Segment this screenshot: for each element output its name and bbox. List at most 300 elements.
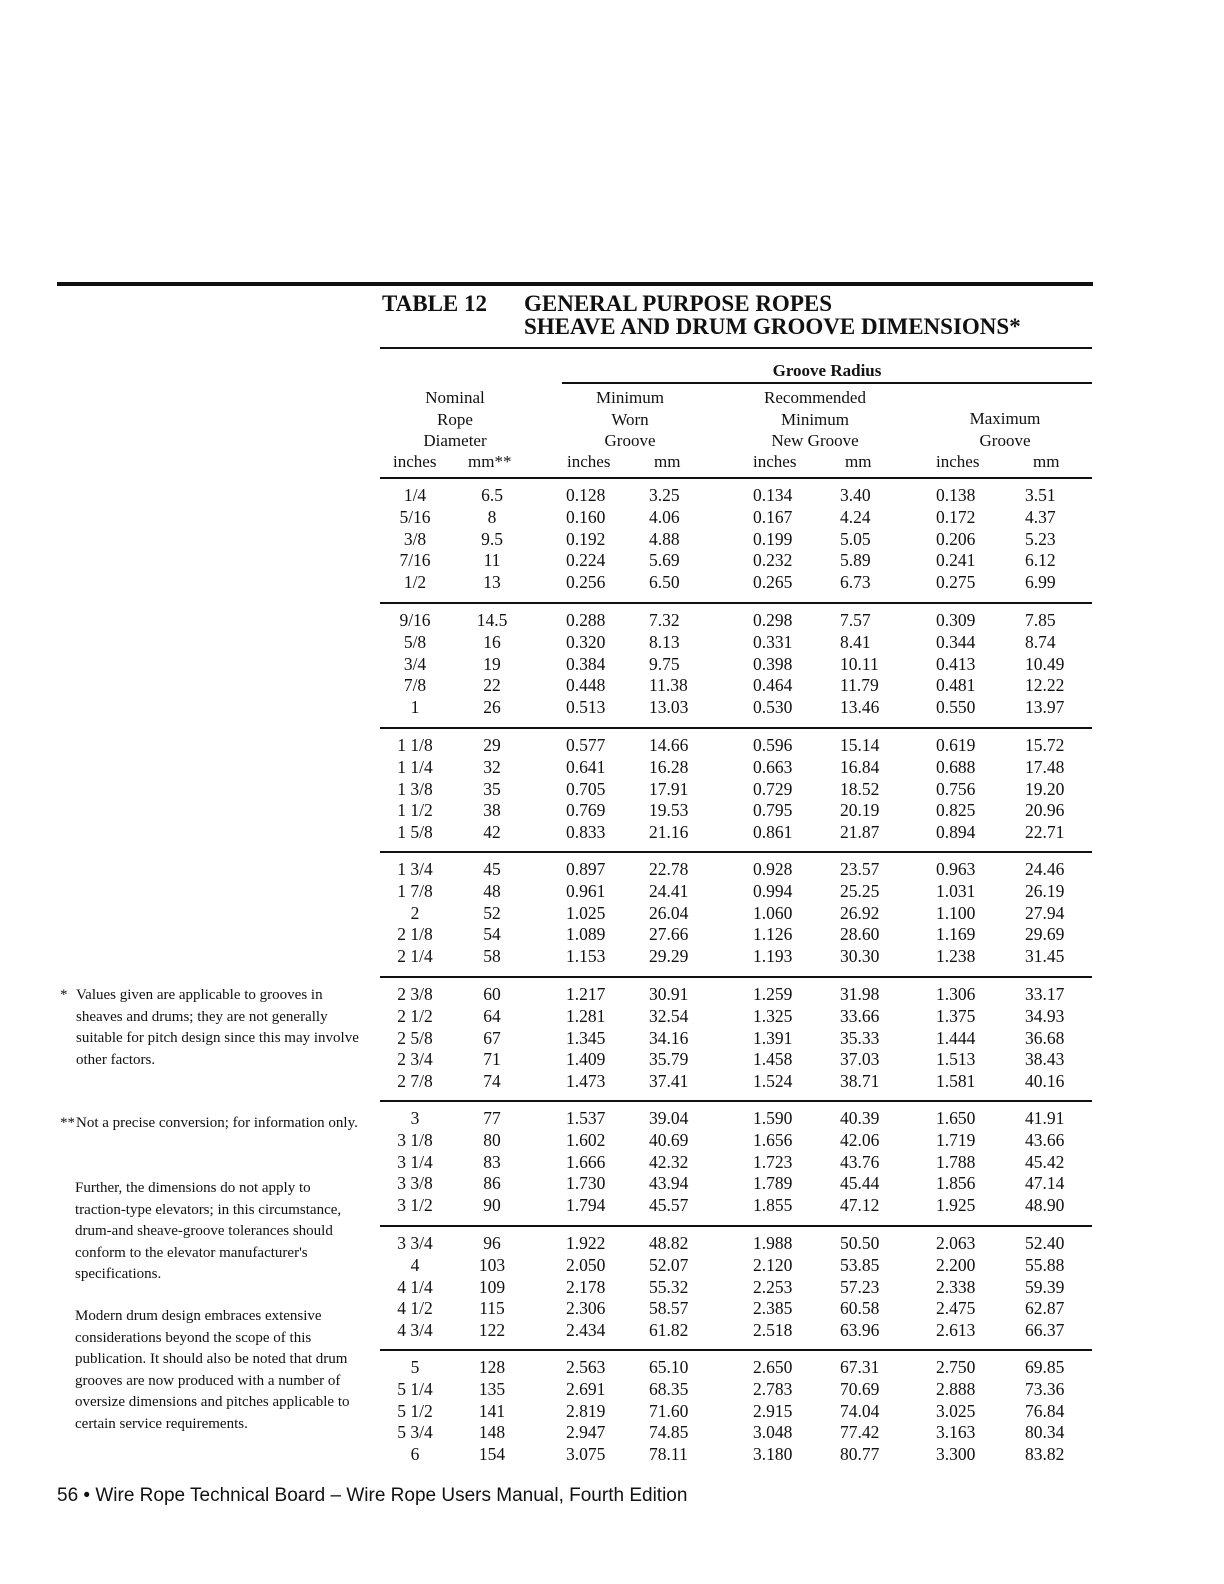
- unit-label: inches: [567, 452, 611, 471]
- table-cell: 45.42: [1025, 1151, 1065, 1172]
- table-row: [380, 1028, 1092, 1050]
- table-cell: 64: [483, 1005, 501, 1026]
- table-cell: 8.41: [840, 631, 871, 652]
- table-cell: 11.38: [649, 675, 688, 696]
- table-cell: 1.788: [936, 1151, 976, 1172]
- table-cell: 1.217: [566, 984, 606, 1004]
- table-cell: 1.193: [753, 946, 793, 967]
- table-cell: 52.07: [649, 1254, 689, 1275]
- unit-label: inches: [936, 452, 980, 471]
- table-cell: 42.32: [649, 1151, 689, 1172]
- table-row: [380, 572, 1092, 594]
- table-cell: 1.602: [566, 1129, 606, 1150]
- table-cell: 0.275: [936, 572, 976, 593]
- table-cell: 1.409: [566, 1049, 606, 1070]
- table-cell: 1.325: [753, 1005, 793, 1026]
- table-cell: 1.855: [753, 1195, 793, 1216]
- table-cell: 2 1/4: [397, 946, 433, 967]
- table-cell: 0.448: [566, 675, 606, 696]
- table-cell: 0.663: [753, 756, 793, 777]
- table-row: [380, 1130, 1092, 1152]
- table-cell: 7.32: [649, 610, 680, 630]
- table-cell: 3.163: [936, 1422, 976, 1443]
- table-cell: 3 1/4: [397, 1151, 433, 1172]
- table-cell: 3.180: [753, 1444, 793, 1465]
- table-cell: 5 3/4: [397, 1422, 433, 1443]
- table-cell: 115: [479, 1298, 505, 1319]
- table-cell: 77.42: [840, 1422, 880, 1443]
- table-cell: 2.783: [753, 1378, 793, 1399]
- table-cell: 0.894: [936, 822, 976, 843]
- table-cell: 0.199: [753, 528, 793, 549]
- table-cell: 8: [487, 506, 497, 527]
- table-row: [380, 757, 1092, 779]
- table-cell: 0.769: [566, 800, 606, 821]
- table-cell: 2: [410, 902, 420, 923]
- table-cell: 69.85: [1025, 1357, 1065, 1377]
- table-cell: 0.256: [566, 572, 606, 593]
- table-cell: 1.856: [936, 1173, 976, 1194]
- table-cell: 4.06: [649, 506, 680, 527]
- table-cell: 0.577: [566, 735, 606, 755]
- table-cell: 0.134: [753, 485, 793, 505]
- table-row: [380, 529, 1092, 551]
- table-cell: 15.14: [840, 735, 880, 755]
- table-row: [380, 507, 1092, 529]
- table-row: [380, 924, 1092, 946]
- table-cell: 31.45: [1025, 946, 1065, 967]
- table-cell: 29.29: [649, 946, 689, 967]
- table-cell: 0.688: [936, 756, 976, 777]
- table-cell: 1 5/8: [397, 822, 433, 843]
- table-cell: 71: [483, 1049, 501, 1070]
- table-cell: 61.82: [649, 1320, 689, 1341]
- table-cell: 2 3/4: [397, 1049, 433, 1070]
- table-cell: 103: [478, 1254, 506, 1275]
- table-cell: 96: [483, 1233, 501, 1253]
- table-cell: 1 3/4: [397, 859, 433, 879]
- table-cell: 1.794: [566, 1195, 606, 1216]
- table-row: [380, 903, 1092, 925]
- table-cell: 3.048: [753, 1422, 793, 1443]
- table-cell: 0.530: [753, 697, 793, 718]
- table-cell: 1 7/8: [397, 880, 433, 901]
- table-cell: 13: [483, 572, 501, 593]
- unit-label: mm**: [468, 452, 512, 471]
- table-cell: 19.20: [1025, 778, 1065, 799]
- table-cell: 3.300: [936, 1444, 976, 1465]
- table-cell: 29.69: [1025, 924, 1065, 945]
- table-cell: 5.89: [840, 550, 871, 571]
- group-separator-rule: [380, 1225, 1092, 1227]
- table-cell: 2.120: [753, 1254, 793, 1275]
- table-cell: 45.57: [649, 1195, 689, 1216]
- table-cell: 20.19: [840, 800, 880, 821]
- table-cell: 53.85: [840, 1254, 880, 1275]
- table-cell: 5/16: [399, 506, 431, 527]
- table-cell: 2.518: [753, 1320, 793, 1341]
- table-cell: 0.897: [566, 859, 606, 879]
- table-cell: 27.94: [1025, 902, 1065, 923]
- table-cell: 0.513: [566, 697, 606, 718]
- table-cell: 47.14: [1025, 1173, 1065, 1194]
- table-cell: 1.650: [936, 1108, 976, 1128]
- table-cell: 128: [478, 1357, 506, 1377]
- table-cell: 60.58: [840, 1298, 880, 1319]
- table-cell: 2 3/8: [397, 984, 433, 1004]
- table-cell: 19: [483, 653, 501, 674]
- groove-radius-header: Groove Radius: [772, 361, 882, 380]
- table-cell: 1 1/8: [397, 735, 433, 755]
- table-cell: 4 1/2: [397, 1298, 433, 1319]
- table-cell: 1.524: [753, 1071, 793, 1092]
- table-cell: 1.656: [753, 1129, 793, 1150]
- table-row: [380, 1255, 1092, 1277]
- table-cell: 16.84: [840, 756, 880, 777]
- table-cell: 3: [410, 1108, 420, 1128]
- table-cell: 3 3/4: [397, 1233, 433, 1253]
- unit-label: mm: [1033, 452, 1060, 471]
- table-cell: 67.31: [840, 1357, 880, 1377]
- table-cell: 54: [483, 924, 501, 945]
- table-cell: 2.253: [753, 1276, 793, 1297]
- table-cell: 7/8: [403, 675, 427, 696]
- table-cell: 24.41: [649, 880, 689, 901]
- table-cell: 32.54: [649, 1005, 689, 1026]
- table-cell: 5.05: [840, 528, 871, 549]
- table-cell: 68.35: [649, 1378, 689, 1399]
- table-cell: 21.16: [649, 822, 689, 843]
- table-cell: 1 3/8: [397, 778, 433, 799]
- table-cell: 1.925: [936, 1195, 976, 1216]
- table-cell: 0.265: [753, 572, 793, 593]
- table-cell: 14.5: [476, 610, 508, 630]
- table-cell: 4.37: [1025, 506, 1056, 527]
- table-row: [380, 1006, 1092, 1028]
- table-row: [380, 654, 1092, 676]
- table-cell: 33.17: [1025, 984, 1065, 1004]
- table-cell: 0.167: [753, 506, 793, 527]
- table-cell: 0.288: [566, 610, 606, 630]
- table-cell: 11: [483, 550, 501, 571]
- table-cell: 10.11: [840, 653, 879, 674]
- table-cell: 7.57: [840, 610, 871, 630]
- table-cell: 0.641: [566, 756, 606, 777]
- table-cell: 5/8: [403, 631, 427, 652]
- table-cell: 22.78: [649, 859, 689, 879]
- table-row: [380, 800, 1092, 822]
- table-cell: 13.46: [840, 697, 880, 718]
- table-row: [380, 485, 1092, 507]
- table-cell: 3.025: [936, 1400, 976, 1421]
- table-cell: 37.03: [840, 1049, 880, 1070]
- table-cell: 6.99: [1025, 572, 1056, 593]
- table-cell: 6.73: [840, 572, 871, 593]
- table-cell: 70.69: [840, 1378, 880, 1399]
- table-cell: 27.66: [649, 924, 689, 945]
- table-cell: 7/16: [399, 550, 431, 571]
- table-cell: 67: [483, 1027, 501, 1048]
- table-cell: 3.075: [566, 1444, 606, 1465]
- table-cell: 22: [483, 675, 501, 696]
- table-cell: 26: [483, 697, 501, 718]
- table-cell: 77: [483, 1108, 501, 1128]
- table-cell: 5: [410, 1357, 420, 1377]
- table-cell: 18.52: [840, 778, 880, 799]
- table-cell: 63.96: [840, 1320, 880, 1341]
- table-cell: 62.87: [1025, 1298, 1065, 1319]
- table-cell: 43.66: [1025, 1129, 1065, 1150]
- table-row: [380, 946, 1092, 968]
- table-cell: 55.32: [649, 1276, 689, 1297]
- unit-label: inches: [393, 452, 437, 471]
- col-header-min-worn: Minimum Worn Groove: [595, 388, 664, 450]
- table-row: [380, 859, 1092, 881]
- table-cell: 4.24: [840, 506, 871, 527]
- footnote-text: Not a precise conversion; for information only.: [76, 1115, 358, 1131]
- table-cell: 2.563: [566, 1357, 606, 1377]
- table-cell: 1/2: [403, 572, 427, 593]
- table-cell: 1 1/4: [397, 756, 433, 777]
- table-cell: 1.730: [566, 1173, 606, 1194]
- table-cell: 2.915: [753, 1400, 793, 1421]
- table-cell: 1.590: [753, 1108, 793, 1128]
- table-cell: 1.391: [753, 1027, 793, 1048]
- table-cell: 3/4: [403, 653, 427, 674]
- group-separator-rule: [380, 477, 1092, 479]
- table-cell: 29: [483, 735, 501, 755]
- table-cell: 1.719: [936, 1129, 976, 1150]
- table-row: [380, 1195, 1092, 1217]
- table-row: [380, 1071, 1092, 1093]
- table-cell: 32: [483, 756, 501, 777]
- table-cell: 57.23: [840, 1276, 880, 1297]
- table-cell: 0.206: [936, 528, 976, 549]
- table-cell: 0.961: [566, 880, 606, 901]
- table-cell: 34.93: [1025, 1005, 1065, 1026]
- table-number: TABLE 12: [382, 291, 488, 316]
- table-cell: 4.88: [649, 528, 680, 549]
- table-cell: 23.57: [840, 859, 880, 879]
- table-cell: 15.72: [1025, 735, 1065, 755]
- table-cell: 0.825: [936, 800, 976, 821]
- group-separator-rule: [380, 602, 1092, 604]
- group-separator-rule: [380, 1349, 1092, 1351]
- table-cell: 2.178: [566, 1276, 606, 1297]
- table-cell: 7.85: [1025, 610, 1056, 630]
- table-cell: 1.537: [566, 1108, 606, 1128]
- group-separator-rule: [380, 851, 1092, 853]
- table-cell: 35: [483, 778, 501, 799]
- table-cell: 13.03: [649, 697, 689, 718]
- table-row: [380, 1422, 1092, 1444]
- table-cell: 58.57: [649, 1298, 689, 1319]
- footnote-double-star: [60, 1113, 360, 1135]
- table-cell: 90: [483, 1195, 501, 1216]
- footnote-mark: **: [60, 1115, 75, 1131]
- top-rule: [57, 282, 1093, 286]
- note-paragraph-elevators: Further, the dimensions do not apply to traction-type elevators; in this circumstance, drum-and sheave-groove tolerances should conform to the elevator manufacturer's specifications.: [75, 1180, 342, 1282]
- table-cell: 0.928: [753, 859, 793, 879]
- table-cell: 1.169: [936, 924, 976, 945]
- unit-label: inches: [753, 452, 797, 471]
- table-cell: 26.04: [649, 902, 689, 923]
- table-cell: 2.613: [936, 1320, 976, 1341]
- table-cell: 38: [483, 800, 501, 821]
- table-cell: 0.861: [753, 822, 793, 843]
- table-cell: 2.888: [936, 1378, 976, 1399]
- table-cell: 0.481: [936, 675, 976, 696]
- table-cell: 37.41: [649, 1071, 689, 1092]
- table-cell: 2.050: [566, 1254, 606, 1275]
- table-cell: 17.91: [649, 778, 689, 799]
- table-cell: 41.91: [1025, 1108, 1065, 1128]
- page-footer: 56 • Wire Rope Technical Board – Wire Rope Users Manual, Fourth Edition: [57, 1485, 688, 1506]
- table-row: [380, 984, 1092, 1006]
- table-cell: 36.68: [1025, 1027, 1065, 1048]
- table-cell: 28.60: [840, 924, 880, 945]
- table-cell: 5.23: [1025, 528, 1056, 549]
- table-cell: 26.92: [840, 902, 880, 923]
- table-row: [380, 550, 1092, 572]
- table-cell: 0.160: [566, 506, 606, 527]
- table-row: [380, 1320, 1092, 1342]
- table-title-line1: GENERAL PURPOSE ROPES: [524, 291, 832, 316]
- table-cell: 1.031: [936, 880, 976, 901]
- table-cell: 1.513: [936, 1049, 976, 1070]
- table-row: [380, 1173, 1092, 1195]
- table-cell: 2.750: [936, 1357, 976, 1377]
- table-cell: 1.238: [936, 946, 976, 967]
- table-cell: 0.241: [936, 550, 976, 571]
- table-cell: 1.126: [753, 924, 793, 945]
- table-cell: 9/16: [399, 610, 431, 630]
- table-cell: 38.71: [840, 1071, 880, 1092]
- table-cell: 1.581: [936, 1071, 976, 1092]
- table-cell: 50.50: [840, 1233, 880, 1253]
- table-row: [380, 1298, 1092, 1320]
- table-cell: 2.338: [936, 1276, 976, 1297]
- table-cell: 2.691: [566, 1378, 606, 1399]
- col-header-rec-min: Recommended Minimum New Groove: [764, 388, 866, 450]
- table-cell: 43.76: [840, 1151, 880, 1172]
- table-cell: 45.44: [840, 1173, 880, 1194]
- table-cell: 60: [483, 984, 501, 1004]
- table-cell: 8.74: [1025, 631, 1056, 652]
- unit-label: mm: [654, 452, 681, 471]
- table-cell: 30.30: [840, 946, 880, 967]
- table-cell: 2.063: [936, 1233, 976, 1253]
- table-cell: 52.40: [1025, 1233, 1065, 1253]
- table-cell: 39.04: [649, 1108, 689, 1128]
- table-row: [380, 1444, 1092, 1466]
- table-cell: 0.756: [936, 778, 976, 799]
- table-row: [380, 1049, 1092, 1071]
- table-cell: 0.192: [566, 528, 606, 549]
- note-paragraph-drum-design: Modern drum design embraces extensive considerations beyond the scope of this publication. It should also be noted that drum grooves are now produced with a number of oversize dimensions and pitches applicable to certain service requirements.: [75, 1308, 350, 1432]
- table-cell: 1.100: [936, 902, 976, 923]
- table-cell: 10.49: [1025, 653, 1065, 674]
- table-cell: 0.172: [936, 506, 976, 527]
- table-cell: 33.66: [840, 1005, 880, 1026]
- table-cell: 35.33: [840, 1027, 880, 1048]
- table-cell: 14.66: [649, 735, 689, 755]
- table-cell: 4 3/4: [397, 1320, 433, 1341]
- table-row: [380, 1233, 1092, 1255]
- header-top-rule: [380, 347, 1092, 349]
- table-cell: 2 1/2: [397, 1005, 433, 1026]
- col-header-nominal: Nominal Rope Diameter: [423, 388, 487, 450]
- table-cell: 21.87: [840, 822, 880, 843]
- table-cell: 2.306: [566, 1298, 606, 1319]
- col-header-max: Maximum Groove: [969, 409, 1041, 450]
- table-cell: 17.48: [1025, 756, 1065, 777]
- table-cell: 3 1/2: [397, 1195, 433, 1216]
- table-cell: 0.309: [936, 610, 976, 630]
- table-cell: 0.138: [936, 485, 976, 505]
- table-cell: 2 7/8: [397, 1071, 433, 1092]
- table-cell: 0.224: [566, 550, 606, 571]
- table-cell: 24.46: [1025, 859, 1065, 879]
- table-row: [380, 1277, 1092, 1299]
- table-cell: 1/4: [403, 485, 427, 505]
- table-cell: 1: [410, 697, 420, 718]
- table-cell: 0.619: [936, 735, 976, 755]
- table-cell: 42: [483, 822, 501, 843]
- table-row: [380, 822, 1092, 844]
- table-cell: 3 3/8: [397, 1173, 433, 1194]
- table-cell: 0.795: [753, 800, 793, 821]
- groove-radius-rule: [562, 382, 1092, 384]
- table-cell: 74: [483, 1071, 501, 1092]
- table-cell: 2.200: [936, 1254, 976, 1275]
- table-row: [380, 735, 1092, 757]
- table-cell: 135: [478, 1378, 506, 1399]
- table-cell: 1.375: [936, 1005, 976, 1026]
- table-cell: 1.458: [753, 1049, 793, 1070]
- table-cell: 5 1/4: [397, 1378, 433, 1399]
- table-cell: 86: [483, 1173, 501, 1194]
- table-cell: 0.729: [753, 778, 793, 799]
- table-cell: 74.04: [840, 1400, 880, 1421]
- table-cell: 19.53: [649, 800, 689, 821]
- table-row: [380, 675, 1092, 697]
- table-cell: 22.71: [1025, 822, 1065, 843]
- table-cell: 1.922: [566, 1233, 606, 1253]
- table-cell: 2.385: [753, 1298, 793, 1319]
- table-cell: 6.50: [649, 572, 680, 593]
- table-cell: 71.60: [649, 1400, 689, 1421]
- table-cell: 40.39: [840, 1108, 880, 1128]
- table-cell: 11.79: [840, 675, 879, 696]
- table-cell: 8.13: [649, 631, 680, 652]
- table-cell: 2.434: [566, 1320, 606, 1341]
- table-cell: 48.90: [1025, 1195, 1065, 1216]
- table-cell: 6.12: [1025, 550, 1056, 571]
- table-cell: 0.398: [753, 653, 793, 674]
- table-row: [380, 697, 1092, 719]
- table-cell: 48: [483, 880, 501, 901]
- table-cell: 20.96: [1025, 800, 1065, 821]
- table-cell: 1.025: [566, 902, 606, 923]
- table-cell: 78.11: [649, 1444, 688, 1465]
- table-cell: 43.94: [649, 1173, 689, 1194]
- table-cell: 80.34: [1025, 1422, 1065, 1443]
- table-title-line2: SHEAVE AND DRUM GROOVE DIMENSIONS*: [524, 314, 1021, 339]
- table-cell: 1.060: [753, 902, 793, 923]
- table-cell: 66.37: [1025, 1320, 1065, 1341]
- table-row: [380, 779, 1092, 801]
